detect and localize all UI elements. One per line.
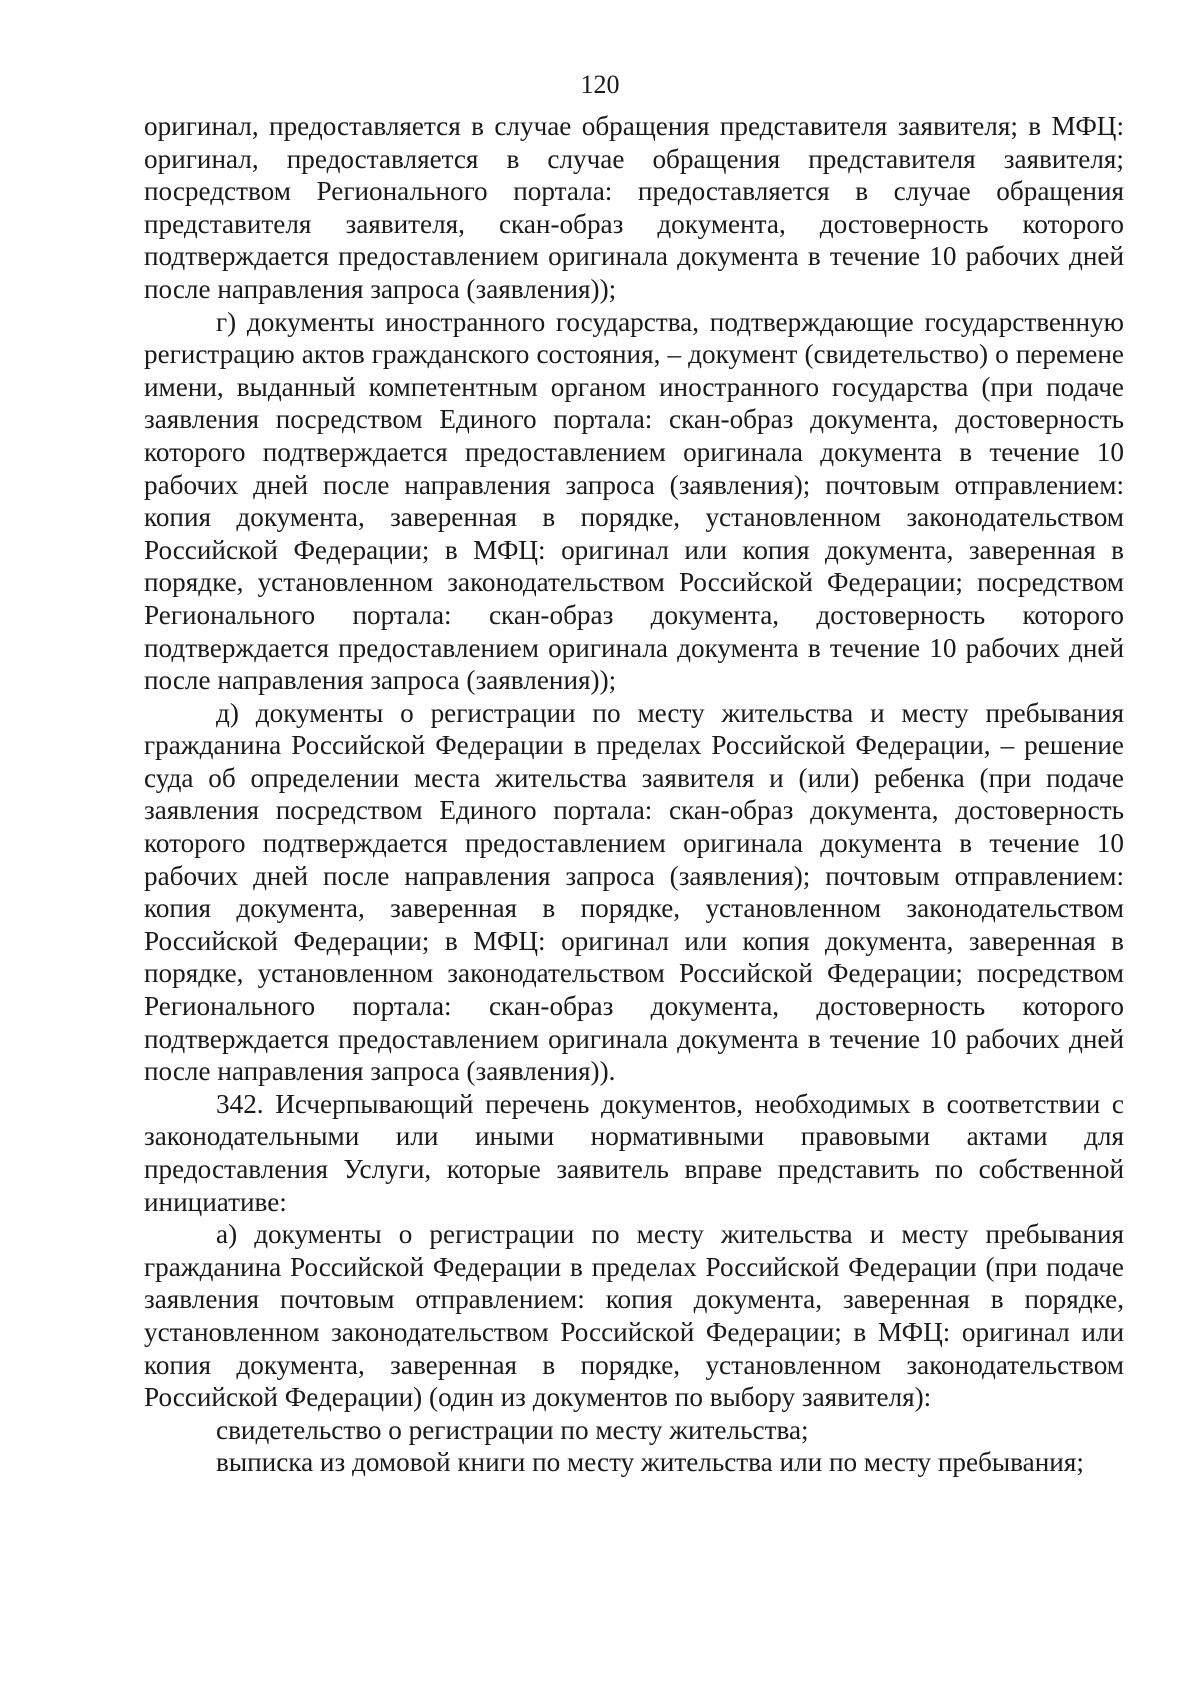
paragraph-continuation: оригинал, предоставляется в случае обращения представителя заявителя; в МФЦ: оригинал, предоставляется в случае обращения представителя заявителя; посредством Регионального портала: предоставляется в случае обращения представителя заявителя, скан-образ документа, достоверность которого подтверждается предоставлением оригинала документа в течение 10 рабочих дней после направления запроса (заявления)); [144,111,1124,304]
paragraph-item-g: г) документы иностранного государства, подтверждающие государственную регистрацию актов гражданского состояния, – документ (свидетельство) о перемене имени, выданный компетентным органом иностранного государства (при подаче заявления посредством Единого портала: скан-образ документа, достоверность которого подтверждается предоставлением оригинала документа в течение 10 рабочих дней после направления запроса (заявления); почтовым отправлением: копия документа, заверенная в порядке, установленном законодательством Российской Федерации; в МФЦ: оригинал или копия документа, заверенная в порядке, установленном законодательством Российской Федерации; посредством Регионального портала: скан-образ документа, достоверность которого подтверждается предоставлением оригинала документа в течение 10 рабочих дней после направления запроса (заявления)); [144,306,1124,696]
page-number: 120 [580,70,620,99]
list-item-registration-certificate: свидетельство о регистрации по месту жительства; [216,1414,809,1445]
list-item-house-book-extract: выписка из домовой книги по месту жительства или по месту пребывания; [216,1447,1084,1478]
paragraph-item-d: д) документы о регистрации по месту жительства и месту пребывания гражданина Российской Федерации в пределах Российской Федерации, – решение суда об определении места жительства заявителя и (или) ребенка (при подаче заявления посредством Единого портала: скан-образ документа, достоверность которого подтверждается предоставлением оригинала документа в течение 10 рабочих дней после направления запроса (заявления); почтовым отправлением: копия документа, заверенная в порядке, установленном законодательством Российской Федерации; в МФЦ: оригинал или копия документа, заверенная в порядке, установленном законодательством Российской Федерации; посредством Регионального портала: скан-образ документа, достоверность которого подтверждается предоставлением оригинала документа в течение 10 рабочих дней после направления запроса (заявления)). [144,697,1124,1087]
document-body [144,110,1124,1479]
paragraph-item-a: а) документы о регистрации по месту жительства и месту пребывания гражданина Российской Федерации в пределах Российской Федерации (при подаче заявления почтовым отправлением: копия документа, заверенная в порядке, установленном законодательством Российской Федерации; в МФЦ: оригинал или копия документа, заверенная в порядке, установленном законодательством Российской Федерации) (один из документов по выбору заявителя): [144,1219,1124,1413]
paragraph-clause-342: 342. Исчерпывающий перечень документов, необходимых в соответствии с законодательными или иными нормативными правовыми актами для предоставления Услуги, которые заявитель вправе представить по собственной инициативе: [144,1088,1124,1217]
